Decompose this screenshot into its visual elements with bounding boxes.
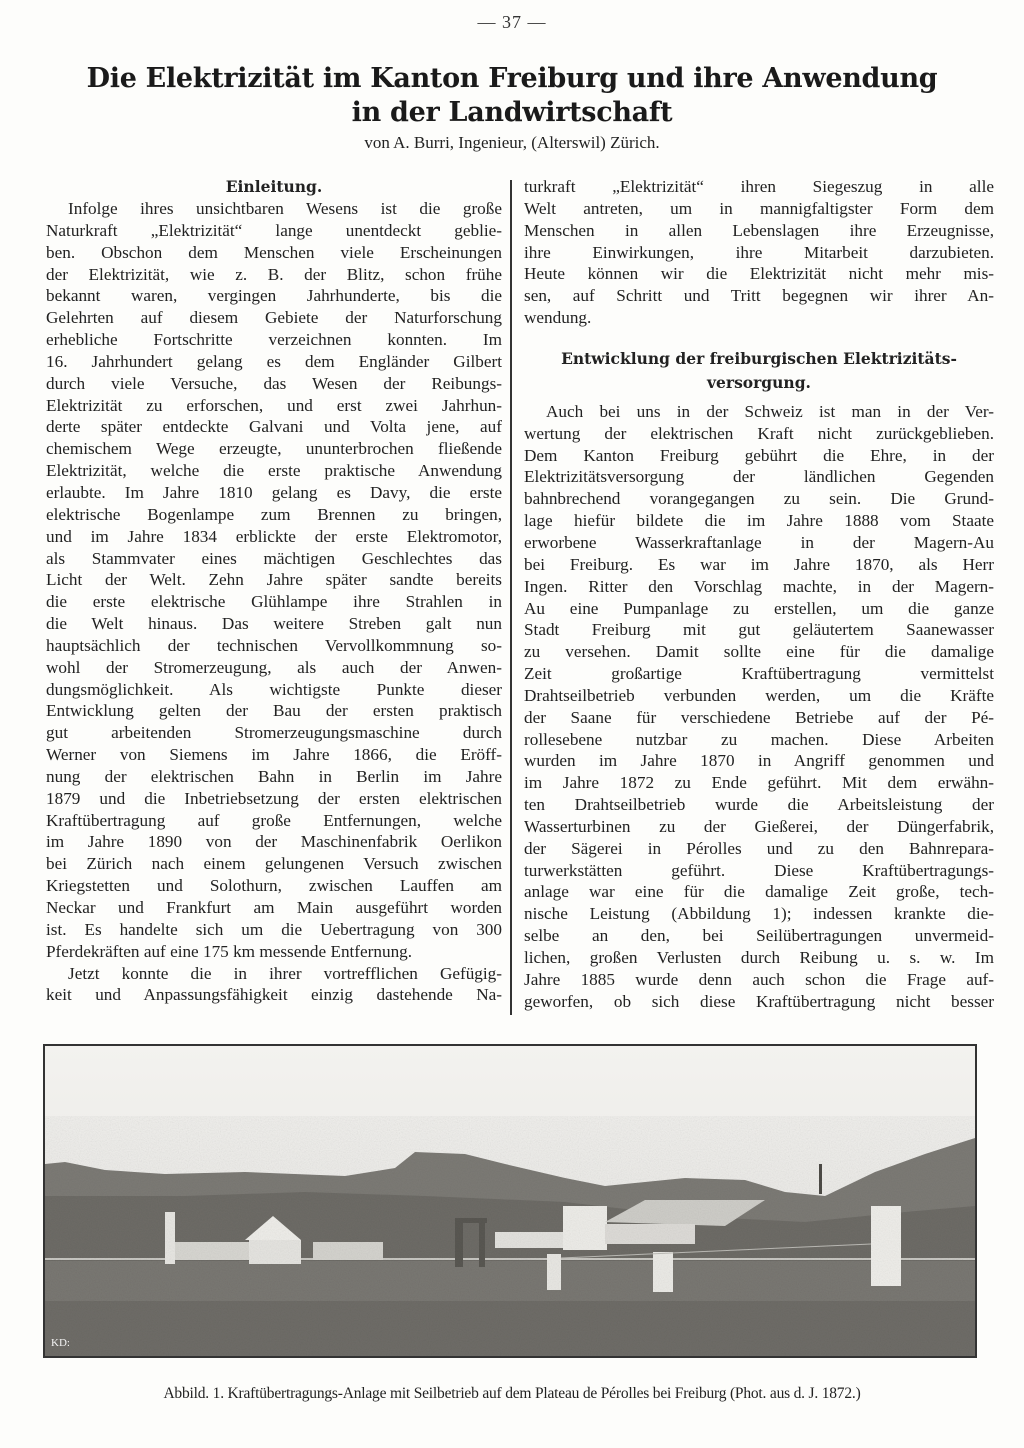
text-line: Gelehrten auf diesem Gebiete der Naturforschung xyxy=(46,308,502,328)
text-line: Licht der Welt. Zehn Jahre später sandte bereits xyxy=(46,570,502,590)
text-line: bahnbrechend vorangegangen zu sein. Die Grund- xyxy=(524,489,994,509)
text-line: lichen, großen Verlusten durch Reibung u. s. w. Im xyxy=(524,948,994,967)
text-line: wendung. xyxy=(524,308,592,328)
text-line: Stadt Freiburg mit gut geläutertem Saanewasser xyxy=(524,620,994,640)
column-divider xyxy=(510,180,512,1015)
text-line: Pferdekräften auf eine 175 km messende Entfernung. xyxy=(46,941,413,961)
text-line: zu versehen. Damit sollte eine für die damalige xyxy=(524,642,994,662)
text-line: bekannt waren, vergingen Jahrhunderte, bis die xyxy=(46,286,502,306)
text-line: rollesebene nutzbar zu machen. Diese Arbeiten xyxy=(524,729,994,749)
left-column xyxy=(46,176,502,1006)
text-line: Au eine Pumpanlage zu erstellen, um die ganze xyxy=(524,598,994,618)
article-title-line-1: Die Elektrizität im Kanton Freiburg und ihre Anwendung xyxy=(86,63,938,94)
text-line: selbe an den, bei Seilübertragungen unvermeid- xyxy=(524,926,994,946)
text-line: Entwicklung gelten der Bau der ersten praktisch xyxy=(46,701,502,721)
text-line: Naturkraft „Elektrizität“ lange unentdeckt geblie- xyxy=(46,220,502,240)
text-line: erworbene Wasserkraftanlage in der Magern-Au xyxy=(524,532,994,552)
section-heading-einleitung: Einleitung. xyxy=(225,177,323,196)
text-line: lage hiefür bildete die im Jahre 1888 vom Staate xyxy=(524,511,994,531)
text-line: Elektrizität, welche die erste praktische Anwendung xyxy=(46,461,502,481)
text-line: Infolge ihres unsichtbaren Wesens ist die große xyxy=(68,199,502,218)
text-line: wurden im Jahre 1870 in Angriff genommen und xyxy=(524,751,994,771)
figure-photo xyxy=(43,1044,977,1358)
text-line: im Jahre 1890 von der Maschinenfabrik Oerlikon xyxy=(46,832,502,852)
text-line: Menschen in allen Lebenslagen ihre Erzeugnisse, xyxy=(524,220,994,240)
author-byline: von A. Burri, Ingenieur, (Alterswil) Zürich. xyxy=(364,133,660,152)
text-line: Elektrizitätsversorgung der ländlichen Gegenden xyxy=(524,467,994,487)
section-heading-line-2: versorgung. xyxy=(707,372,811,392)
text-line: Kriegstetten und Solothurn, zwischen Lauffen am xyxy=(46,876,502,896)
text-line: 1879 und die Inbetriebsetzung der ersten elektrischen xyxy=(46,788,502,808)
text-line: gut arbeitenden Stromerzeugungsmaschine durch xyxy=(46,723,502,743)
landscape-photo-illustration xyxy=(45,1046,975,1356)
section-heading-line-1: Entwicklung der freiburgischen Elektrizitäts- xyxy=(561,348,957,368)
right-column-text xyxy=(524,401,994,1013)
text-line: dungsmöglichkeit. Als wichtigste Punkte dieser xyxy=(46,679,502,699)
article-title-line-2: in der Landwirtschaft xyxy=(351,97,673,128)
text-line: Auch bei uns in der Schweiz ist man in der Ver- xyxy=(546,401,994,421)
text-line: ben. Obschon dem Menschen viele Erscheinungen xyxy=(46,242,502,262)
text-line: ist. Es handelte sich um die Uebertragung von 300 xyxy=(46,919,502,939)
text-line: nung der elektrischen Bahn in Berlin im Jahre xyxy=(46,766,502,786)
text-line: turwerkstätten geführt. Diese Kraftübertragungs- xyxy=(524,860,994,880)
text-line: Elektrizität zu erforschen, und erst zwei Jahrhun- xyxy=(46,395,502,415)
text-line: erhebliche Fortschritte verzeichnen konnten. Im xyxy=(46,330,502,350)
text-line: 16. Jahrhundert gelang es dem Engländer Gilbert xyxy=(46,351,502,371)
text-line: Welt antreten, um in mannigfaltigster Form dem xyxy=(524,198,994,218)
text-line: der Saane für verschiedene Betriebe auf der Pé- xyxy=(524,707,994,727)
text-line: wertung der elektrischen Kraft nicht zurückgeblieben. xyxy=(524,423,994,443)
text-line: die Welt hinaus. Das weitere Streben galt nun xyxy=(46,614,502,634)
text-line: im Jahre 1872 zu Ende geführt. Mit dem erwähn- xyxy=(524,773,994,793)
text-line: bei Freiburg. Es war im Jahre 1870, als Herr xyxy=(524,554,994,574)
right-column xyxy=(524,176,994,1013)
text-line: Jetzt konnte die in ihrer vortrefflichen Gefügig- xyxy=(68,963,502,983)
text-line: chemischem Wege erzeugte, ununterbrochen fließende xyxy=(46,439,502,459)
right-column-intro-text xyxy=(524,176,994,329)
page-number: — 37 — xyxy=(477,12,547,32)
text-line: Jahre 1885 wurde denn auch schon die Frage auf- xyxy=(524,969,994,989)
text-line: Neckar und Frankfurt am Main ausgeführt worden xyxy=(46,898,502,917)
text-line: ihre Einwirkungen, ihre Mitarbeit darzubieten. xyxy=(524,242,994,262)
text-line: Kraftübertragung auf große Entfernungen, welche xyxy=(46,810,502,830)
text-line: durch viele Versuche, das Wesen der Reibungs- xyxy=(46,373,502,393)
text-line: derte später entdeckte Galvani und Volta jene, auf xyxy=(46,417,502,437)
left-column-text xyxy=(46,198,502,1006)
text-line: turkraft „Elektrizität“ ihren Siegeszug in alle xyxy=(524,177,994,196)
text-line: sen, auf Schritt und Tritt begegnen wir ihrer An- xyxy=(524,286,994,306)
text-line: nische Leistung (Abbildung 1); indessen krankte die- xyxy=(524,904,994,924)
text-line: wohl der Stromerzeugung, als auch der Anwen- xyxy=(46,657,502,677)
figure-caption: Abbild. 1. Kraftübertragungs-Anlage mit Seilbetrieb auf dem Plateau de Pérolles bei Freiburg (Phot. aus d. J. 1872.) xyxy=(163,1385,861,1402)
text-line: der Sägerei in Pérolles und zu den Bahnrepara- xyxy=(524,838,994,858)
text-line: anlage war eine für die damalige Zeit große, tech- xyxy=(524,882,994,902)
text-line: geworfen, ob sich diese Kraftübertragung nicht besser xyxy=(524,991,994,1011)
text-line: Zeit großartige Kraftübertragung vermittelst xyxy=(524,664,994,684)
text-line: Werner von Siemens im Jahre 1866, die Eröff- xyxy=(46,745,502,765)
text-line: erlaubte. Im Jahre 1810 gelang es Davy, die erste xyxy=(46,482,502,502)
text-line: die erste elektrische Glühlampe ihre Strahlen in xyxy=(46,592,502,612)
text-line: bei Zürich nach einem gelungenen Versuch zwischen xyxy=(46,854,502,874)
section-heading-entwicklung xyxy=(524,347,994,395)
text-line: elektrische Bogenlampe zum Brennen zu bringen, xyxy=(46,504,502,524)
text-line: ten Drahtseilbetrieb wurde die Arbeitsleistung der xyxy=(524,795,994,815)
article-header xyxy=(0,62,1024,154)
text-line: hauptsächlich der technischen Vervollkommnung so- xyxy=(46,635,502,655)
text-line: und im Jahre 1834 erblickte der erste Elektromotor, xyxy=(46,526,502,546)
text-line: keit und Anpassungsfähigkeit einzig dastehende Na- xyxy=(46,985,502,1005)
text-line: Heute können wir die Elektrizität nicht mehr mis- xyxy=(524,264,994,284)
text-line: Wasserturbinen zu der Gießerei, der Düngerfabrik, xyxy=(524,816,994,836)
text-line: Drahtseilbetrieb verbunden werden, um die Kräfte xyxy=(524,685,994,705)
photo-signature-mark: KD: xyxy=(51,1337,70,1349)
text-line: Ingen. Ritter den Vorschlag machte, in der Magern- xyxy=(524,576,994,596)
text-line: der Elektrizität, wie z. B. der Blitz, schon frühe xyxy=(46,264,502,284)
text-line: Dem Kanton Freiburg gebührt die Ehre, in der xyxy=(524,445,994,465)
text-line: als Stammvater eines mächtigen Geschlechtes das xyxy=(46,548,502,568)
